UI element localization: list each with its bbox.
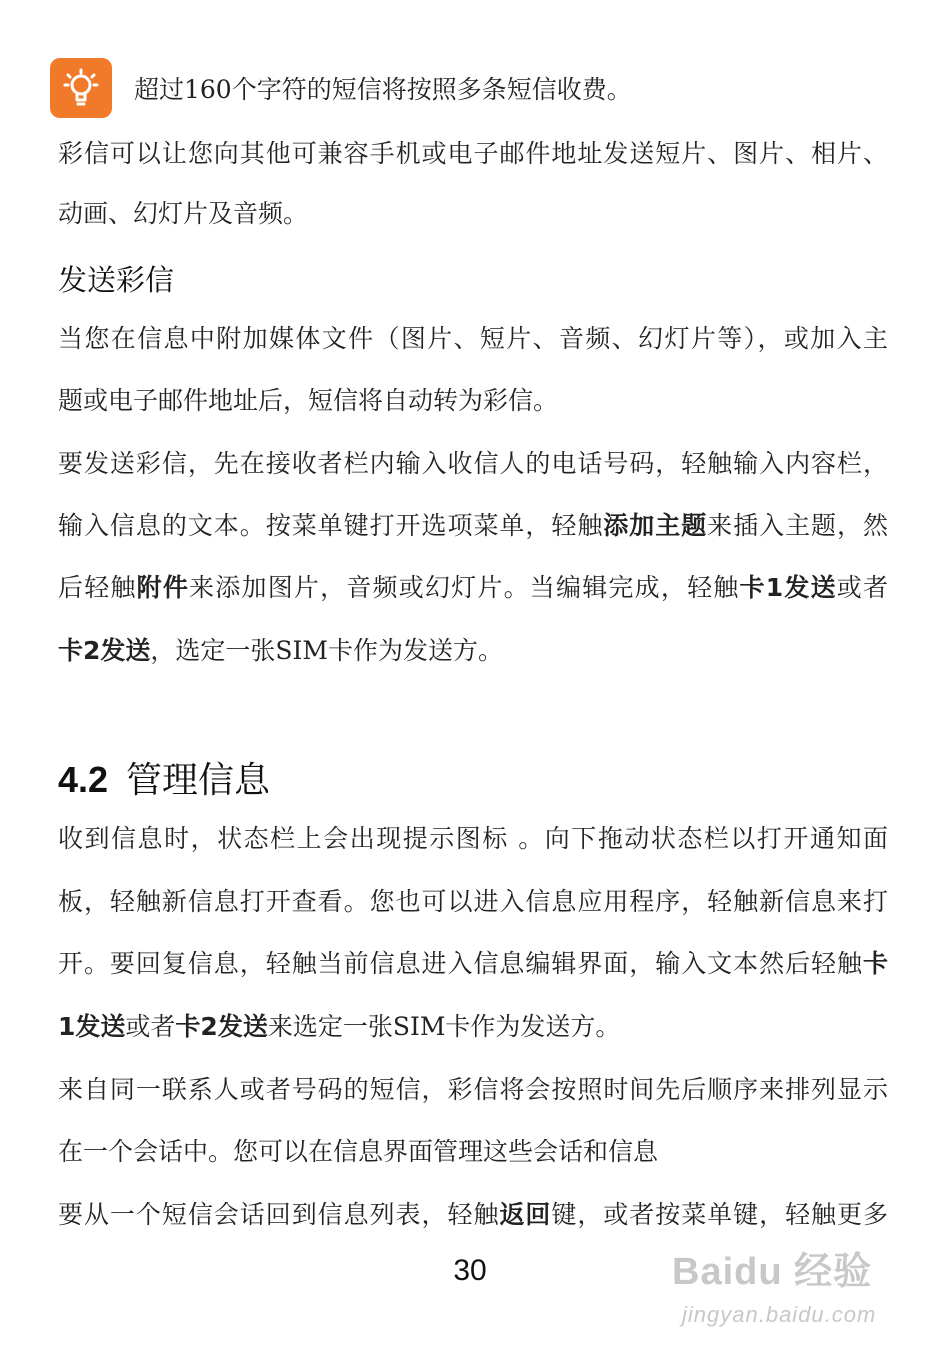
manage-p2-line-1: 来自同一联系人或者号码的短信，彩信将会按照时间先后顺序来排列显示	[58, 1075, 888, 1104]
lightbulb-icon	[50, 58, 112, 118]
tip-text: 超过160个字符的短信将按照多条短信收费。	[134, 75, 632, 104]
ui-term-card1-send: 卡1发送	[739, 573, 837, 602]
text-segment: 来插入主题，然	[707, 511, 888, 540]
intro-line-1: 彩信可以让您向其他可兼容手机或电子邮件地址发送短片、图片、相片、	[58, 139, 888, 168]
text-segment: 开。要回复信息，轻触当前信息进入信息编辑界面，输入文本然后轻触	[58, 949, 863, 978]
ui-term-card2-send: 卡2发送	[58, 636, 151, 665]
baidu-watermark	[672, 1240, 902, 1340]
text-segment: 或者	[836, 573, 888, 602]
send-mms-p2-line-4	[58, 634, 888, 668]
send-mms-p2-line-2	[58, 509, 888, 543]
ui-term-back: 返回	[499, 1200, 552, 1229]
watermark-brand: Baidu 经验	[672, 1251, 873, 1293]
text-segment: ，选定一张SIM卡作为发送方。	[150, 636, 504, 665]
section-title: 管理信息	[126, 760, 271, 801]
ui-term-card: 卡	[862, 949, 888, 978]
send-mms-p2-line-1: 要发送彩信，先在接收者栏内输入收信人的电话号码，轻触输入内容栏，	[58, 449, 888, 478]
send-mms-p2-line-3	[58, 571, 888, 605]
text-segment: 或者	[125, 1012, 176, 1041]
text-segment: 键，或者按菜单键，轻触更多	[551, 1200, 888, 1229]
manage-p3-line-1	[58, 1198, 888, 1232]
watermark-url: jingyan.baidu.com	[682, 1302, 877, 1327]
send-mms-heading: 发送彩信	[58, 263, 175, 297]
ui-term-attachment: 附件	[136, 573, 190, 602]
section-number: 4.2	[58, 759, 109, 800]
send-mms-p1-line-2: 题或电子邮件地址后，短信将自动转为彩信。	[58, 386, 559, 415]
ui-term-1-send: 1发送	[58, 1012, 126, 1041]
text-segment: 后轻触	[58, 573, 137, 602]
manage-p1-line-1: 收到信息时，状态栏上会出现提示图标 。向下拖动状态栏以打开通知面	[58, 824, 888, 853]
section-heading	[58, 752, 270, 803]
tip-note	[50, 58, 632, 118]
manage-p1-line-4	[58, 1010, 888, 1044]
manage-p2-line-2: 在一个会话中。您可以在信息界面管理这些会话和信息	[58, 1137, 659, 1166]
ui-term-add-subject: 添加主题	[603, 511, 708, 540]
text-segment: 要从一个短信会话回到信息列表，轻触	[58, 1200, 500, 1229]
text-segment: 输入信息的文本。按菜单键打开选项菜单，轻触	[58, 511, 604, 540]
ui-term-card2-send: 卡2发送	[175, 1012, 268, 1041]
manage-p1-line-3	[58, 947, 888, 981]
send-mms-p1-line-1: 当您在信息中附加媒体文件（图片、短片、音频、幻灯片等），或加入主	[58, 324, 888, 353]
intro-line-2: 动画、幻灯片及音频。	[58, 199, 309, 228]
manage-p1-line-2: 板，轻触新信息打开查看。您也可以进入信息应用程序，轻触新信息来打	[58, 887, 888, 916]
text-segment: 来添加图片，音频或幻灯片。当编辑完成，轻触	[189, 573, 740, 602]
text-segment: 来选定一张SIM卡作为发送方。	[267, 1012, 621, 1041]
page-number: 30	[453, 1254, 487, 1287]
